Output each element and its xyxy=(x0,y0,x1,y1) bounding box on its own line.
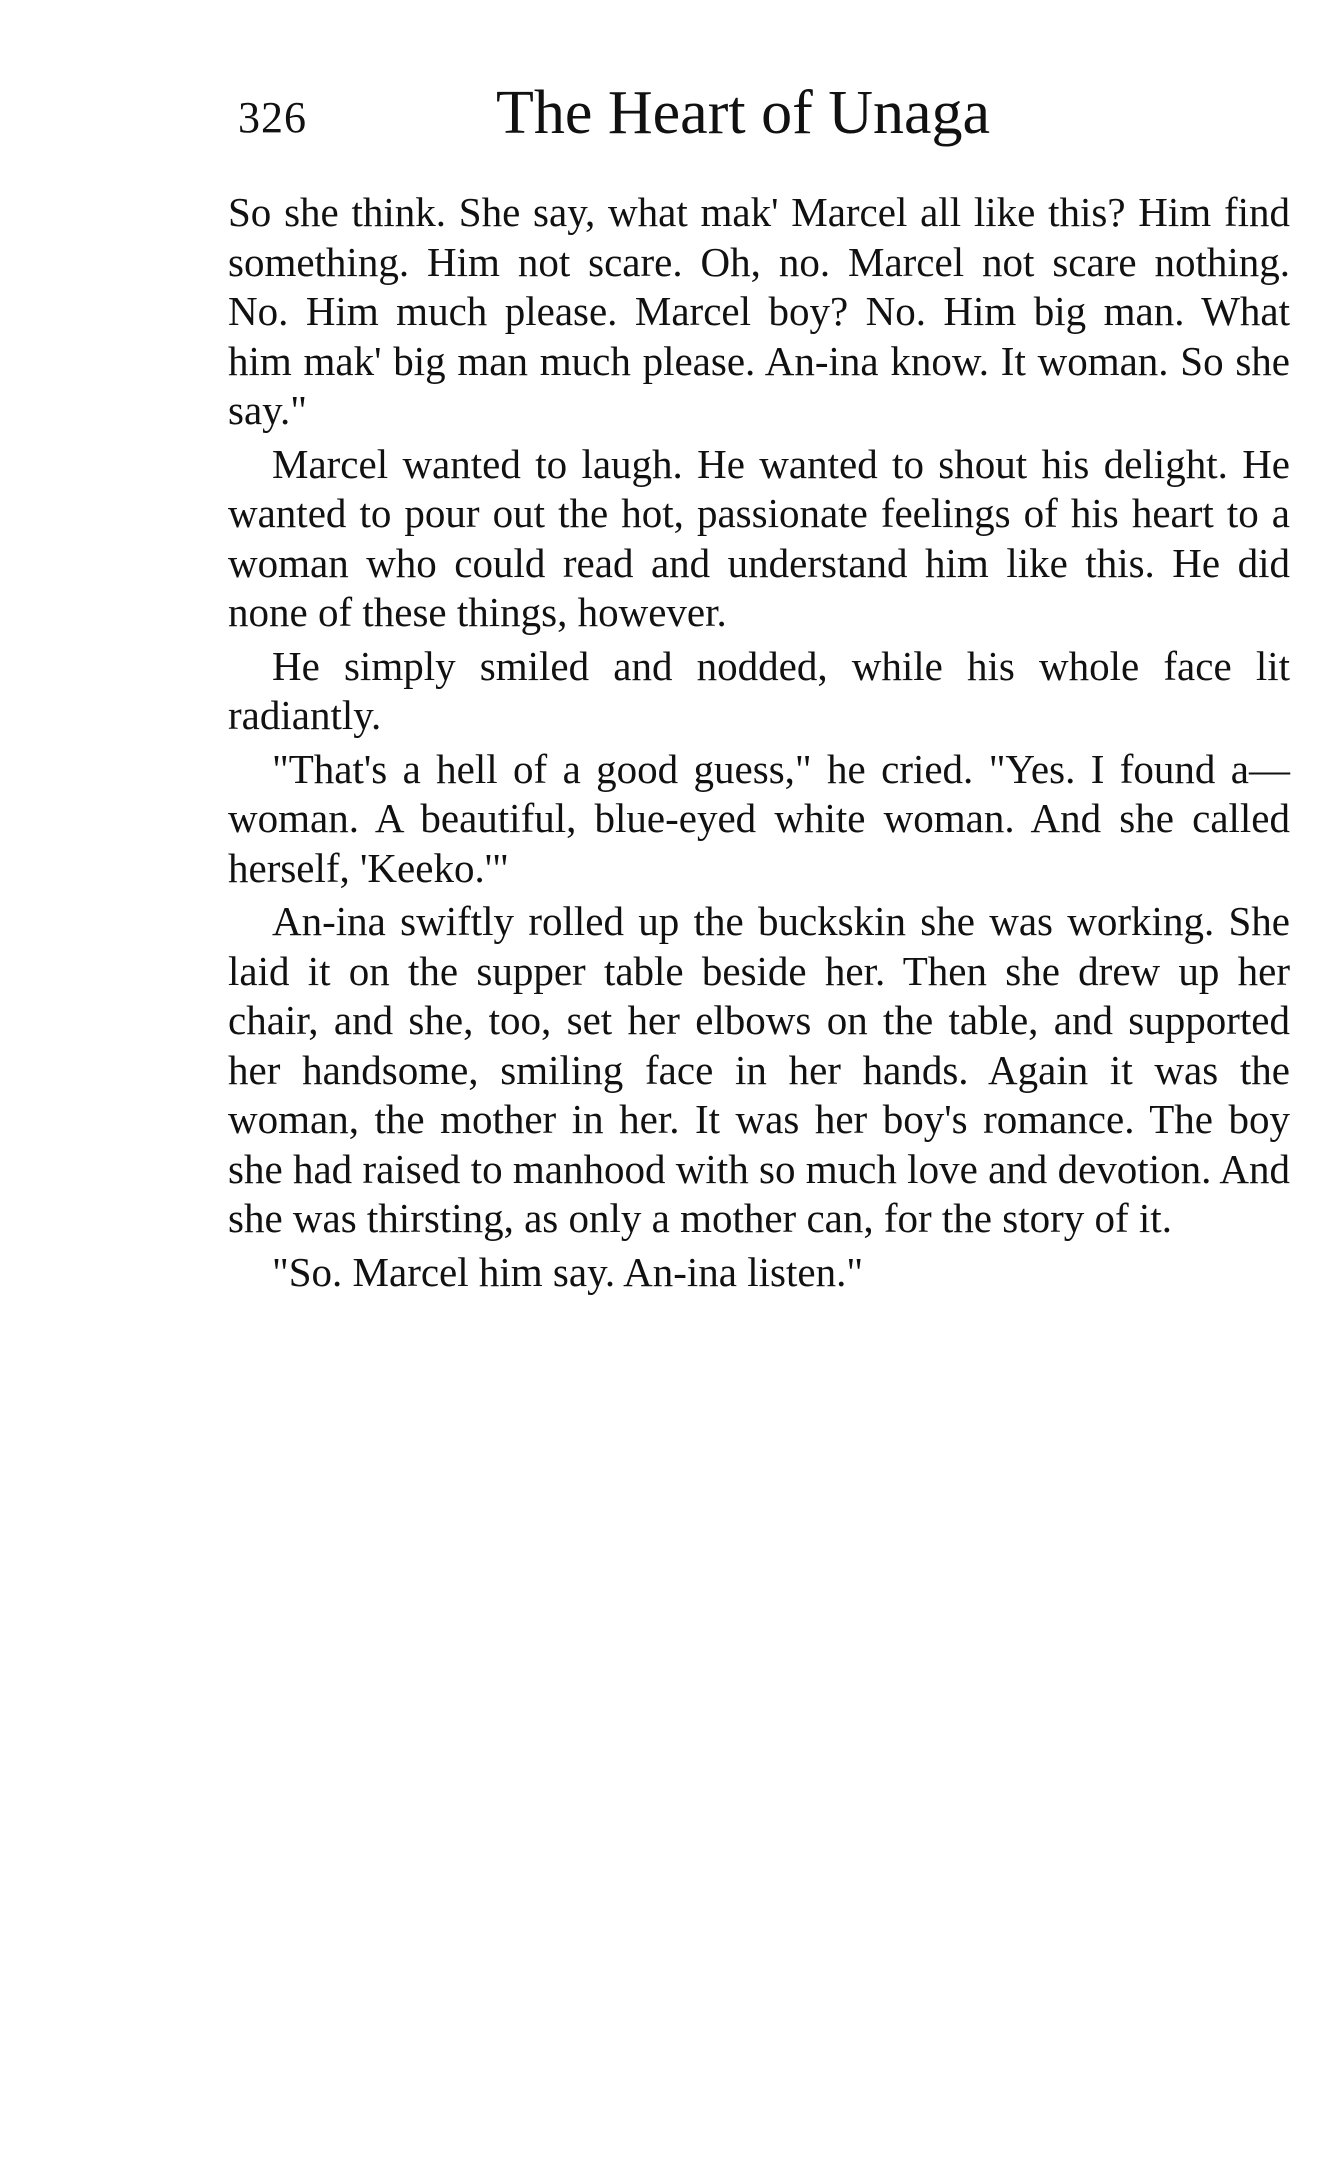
body-text xyxy=(228,188,1290,1301)
page-number: 326 xyxy=(238,93,307,142)
book-title: The Heart of Unaga xyxy=(496,79,991,147)
paragraph: "That's a hell of a good guess," he cried. "Yes. I found a—woman. A beautiful, blue-eyed white woman. And she called herself, 'Keeko.'" xyxy=(228,745,1290,891)
running-head xyxy=(238,78,1288,158)
paragraph: "So. Marcel him say. An-ina listen." xyxy=(272,1248,864,1295)
paragraph: He simply smiled and nodded, while his whole face lit radiantly. xyxy=(228,642,1290,738)
paragraph: So she think. She say, what mak' Marcel all like this? Him find something. Him not scare. Oh, no. Marcel not scare nothing. No. Him much please. Marcel boy? No. Him big man. What him mak' big man much please. An-ina know. It woman. So she say." xyxy=(228,189,1290,433)
paragraph: An-ina swiftly rolled up the buckskin she was working. She laid it on the supper table beside her. Then she drew up her chair, and she, too, set her elbows on the table, and supported her handsome, smiling face in her hands. Again it was the woman, the mother in her. It was her boy's romance. The boy she had raised to manhood with so much love and devotion. And she was thirsting, as only a mother can, for the story of it. xyxy=(228,898,1290,1241)
paragraph: Marcel wanted to laugh. He wanted to shout his delight. He wanted to pour out the hot, passionate feelings of his heart to a woman who could read and understand him like this. He did none of these things, however. xyxy=(228,440,1290,635)
